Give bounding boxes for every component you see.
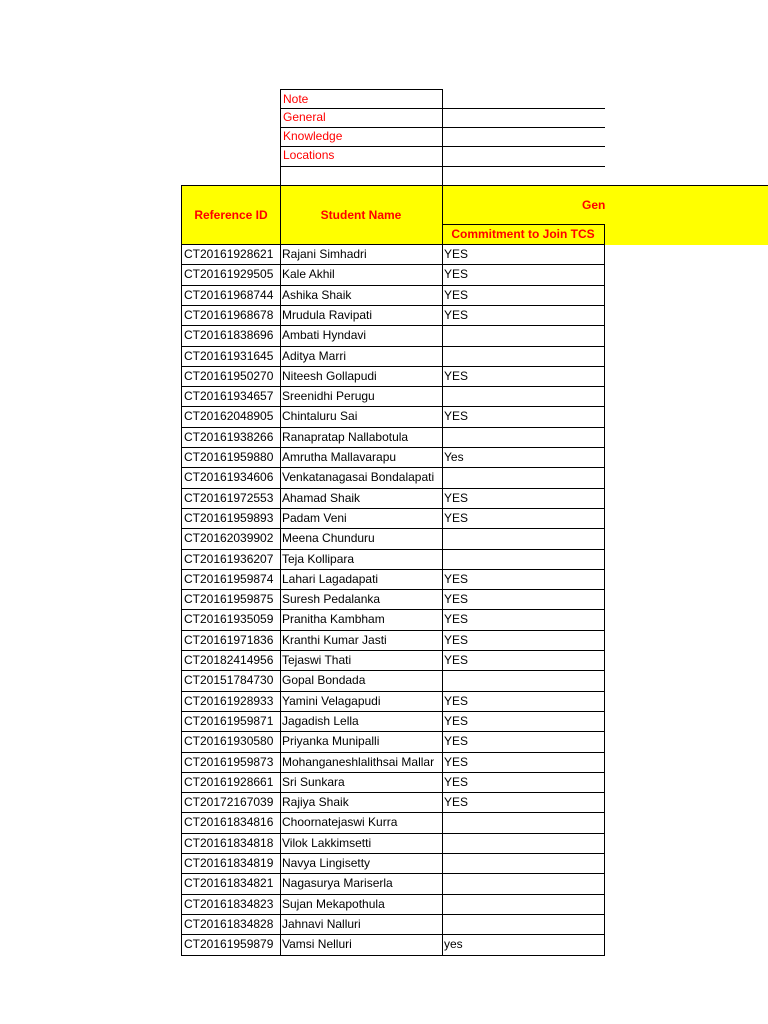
reference-id-cell: CT20161934606 [181,467,281,489]
reference-id-cell: CT20151784730 [181,670,281,692]
reference-id-cell: CT20161934657 [181,386,281,407]
reference-id-cell: CT20161838696 [181,325,281,347]
reference-id-cell: CT20161971836 [181,630,281,651]
reference-id-cell: CT20161936207 [181,549,281,570]
commitment-cell: YES [442,244,605,265]
commitment-cell: YES [442,406,605,428]
commitment-cell [442,833,605,854]
student-name-cell: Lahari Lagadapati [280,569,443,590]
reference-id-cell: CT20161938266 [181,427,281,448]
reference-id-cell: CT20161935059 [181,609,281,631]
reference-id-cell: CT20161930580 [181,731,281,753]
student-name-cell: Amrutha Mallavarapu [280,447,443,468]
locations-label: Locations [280,146,443,167]
reference-id-cell: CT20161834819 [181,853,281,874]
reference-id-header: Reference ID [181,185,281,245]
commitment-cell: YES [442,569,605,590]
reference-id-cell: CT20172167039 [181,792,281,813]
student-name-cell: Niteesh Gollapudi [280,366,443,387]
student-name-cell: Kale Akhil [280,264,443,286]
student-name-cell: Nagasurya Mariserla [280,873,443,895]
reference-id-cell: CT20161959880 [181,447,281,468]
commitment-cell: YES [442,691,605,712]
general-label: General [280,108,443,128]
student-name-cell: Teja Kollipara [280,549,443,570]
student-name-cell: Ashika Shaik [280,285,443,306]
student-name-cell: Ambati Hyndavi [280,325,443,347]
reference-id-cell: CT20161928661 [181,772,281,793]
student-name-cell: Tejaswi Thati [280,650,443,671]
reference-id-cell: CT20161972553 [181,488,281,509]
commitment-cell: YES [442,630,605,651]
reference-id-cell: CT20161959874 [181,569,281,590]
note-divider [443,127,605,128]
student-name-cell: Jagadish Lella [280,711,443,732]
commitment-cell: YES [442,752,605,773]
reference-id-cell: CT20161928621 [181,244,281,265]
commitment-cell [442,873,605,895]
reference-id-cell: CT20161959875 [181,589,281,610]
student-name-header: Student Name [280,185,443,245]
reference-id-cell: CT20161968744 [181,285,281,306]
note-divider [443,166,605,167]
reference-id-cell: CT20161959873 [181,752,281,773]
reference-id-cell: CT20161959879 [181,934,281,956]
commitment-cell: YES [442,508,605,529]
student-name-cell: Rajani Simhadri [280,244,443,265]
commitment-cell: YES [442,792,605,813]
commitment-cell [442,467,605,489]
student-name-cell: Rajiya Shaik [280,792,443,813]
note-label: Note [280,89,443,109]
student-name-cell: Mrudula Ravipati [280,305,443,326]
student-name-cell: Chintaluru Sai [280,406,443,428]
reference-id-cell: CT20161834818 [181,833,281,854]
student-name-cell: Gopal Bondada [280,670,443,692]
commitment-cell [442,812,605,834]
reference-id-cell: CT20161968678 [181,305,281,326]
reference-id-cell: CT20182414956 [181,650,281,671]
group-header: Gen [442,185,768,225]
reference-id-cell: CT20162048905 [181,406,281,428]
reference-id-cell: CT20161834821 [181,873,281,895]
commitment-cell: YES [442,264,605,286]
reference-id-cell: CT20161959893 [181,508,281,529]
student-name-cell: Suresh Pedalanka [280,589,443,610]
commitment-cell [442,427,605,448]
student-name-cell: Aditya Marri [280,346,443,367]
commitment-header: Commitment to Join TCS [442,224,605,245]
reference-id-cell: CT20161834816 [181,812,281,834]
student-name-cell: Ahamad Shaik [280,488,443,509]
commitment-cell: YES [442,772,605,793]
student-name-cell: Jahnavi Nalluri [280,914,443,935]
reference-id-cell: CT20161950270 [181,366,281,387]
commitment-cell [442,894,605,915]
student-name-cell: Venkatanagasai Bondalapati [280,467,443,489]
student-name-cell: Ranapratap Nallabotula [280,427,443,448]
student-name-cell: Priyanka Munipalli [280,731,443,753]
student-name-cell: Yamini Velagapudi [280,691,443,712]
commitment-cell [442,528,605,550]
commitment-cell [442,549,605,570]
commitment-cell: YES [442,589,605,610]
student-name-cell: Navya Lingisetty [280,853,443,874]
commitment-cell [442,670,605,692]
student-name-cell: Kranthi Kumar Jasti [280,630,443,651]
commitment-cell [442,325,605,347]
reference-id-cell: CT20161928933 [181,691,281,712]
student-name-cell: Vilok Lakkimsetti [280,833,443,854]
reference-id-cell: CT20162039902 [181,528,281,550]
student-name-cell: Padam Veni [280,508,443,529]
reference-id-cell: CT20161959871 [181,711,281,732]
student-name-cell: Sujan Mekapothula [280,894,443,915]
student-name-cell: Pranitha Kambham [280,609,443,631]
note-divider [443,146,605,147]
commitment-cell: yes [442,934,605,956]
commitment-cell: YES [442,650,605,671]
knowledge-label: Knowledge [280,127,443,147]
commitment-cell [442,346,605,367]
blank-note-cell [280,166,443,186]
student-name-cell: Sreenidhi Perugu [280,386,443,407]
student-name-cell: Meena Chunduru [280,528,443,550]
commitment-cell: Yes [442,447,605,468]
student-name-cell: Sri Sunkara [280,772,443,793]
student-name-cell: Choornatejaswi Kurra [280,812,443,834]
commitment-cell [442,853,605,874]
commitment-cell [442,914,605,935]
reference-id-cell: CT20161929505 [181,264,281,286]
note-divider [443,108,605,109]
student-name-cell: Mohanganeshlalithsai Mallar [280,752,443,773]
commitment-cell: YES [442,488,605,509]
commitment-cell: YES [442,366,605,387]
student-name-cell: Vamsi Nelluri [280,934,443,956]
reference-id-cell: CT20161834828 [181,914,281,935]
commitment-cell: YES [442,285,605,306]
commitment-cell: YES [442,731,605,753]
commitment-cell: YES [442,609,605,631]
commitment-cell: YES [442,711,605,732]
commitment-cell: YES [442,305,605,326]
commitment-cell [442,386,605,407]
reference-id-cell: CT20161834823 [181,894,281,915]
reference-id-cell: CT20161931645 [181,346,281,367]
